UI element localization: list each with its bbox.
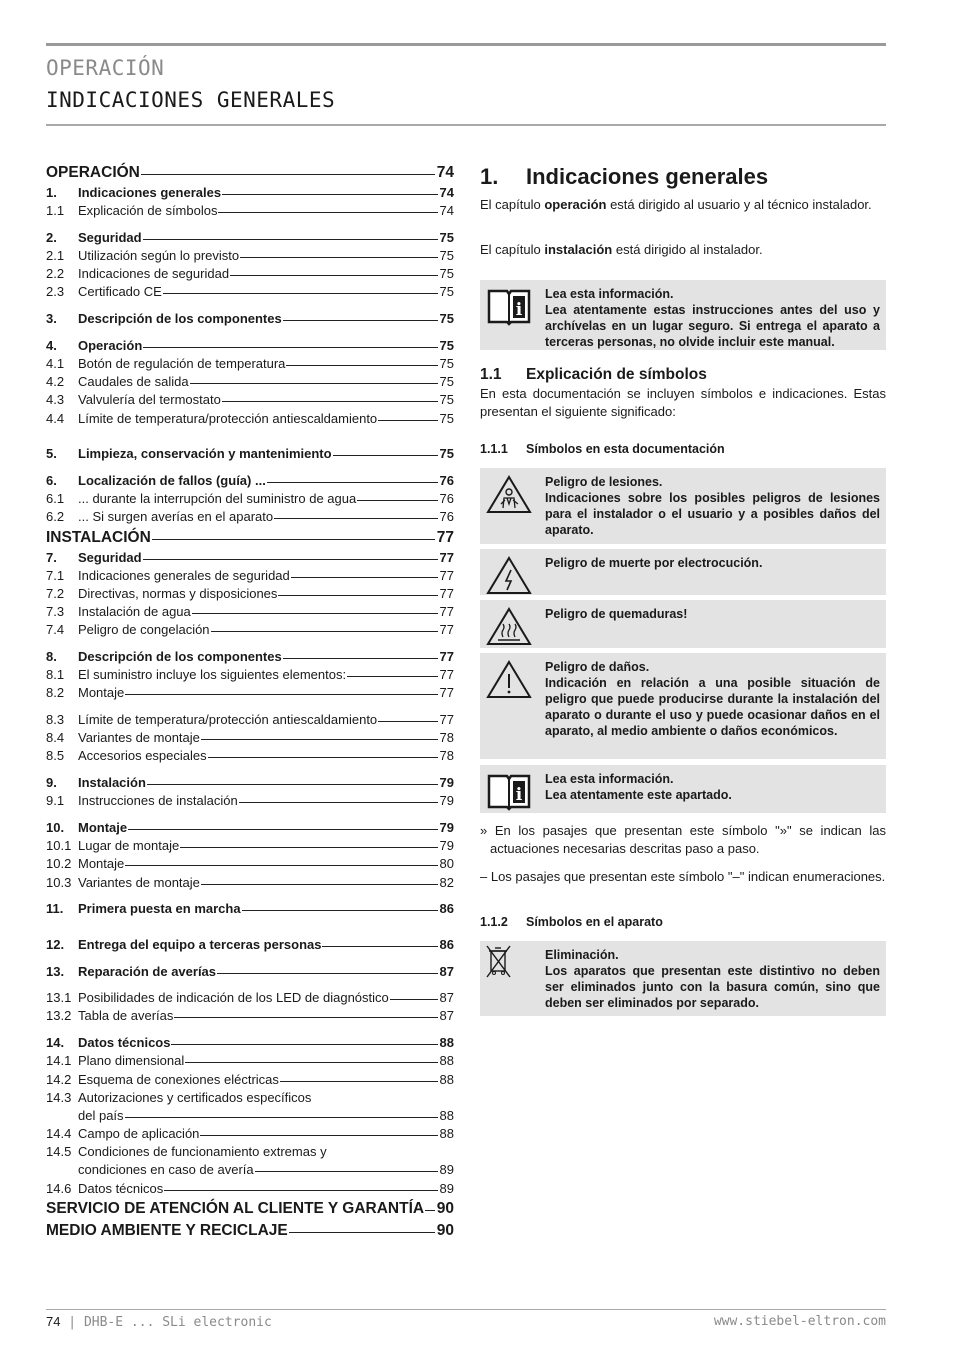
toc-entry[interactable] bbox=[46, 472, 454, 490]
toc-page: 77 bbox=[439, 622, 454, 638]
toc-entry[interactable] bbox=[46, 585, 454, 603]
toc-leader bbox=[200, 1135, 437, 1136]
hot-surface-icon bbox=[486, 606, 532, 646]
toc-page: 82 bbox=[439, 874, 454, 890]
toc-label: Explicación de símbolos bbox=[78, 203, 218, 219]
table-of-contents bbox=[46, 162, 454, 1242]
toc-number: 10.2 bbox=[46, 856, 72, 872]
toc-page: 87 bbox=[439, 963, 454, 979]
toc-label: Posibilidades de indicación de los LED de diagnóstico bbox=[78, 990, 389, 1006]
toc-entry[interactable] bbox=[46, 1007, 454, 1025]
toc-section[interactable] bbox=[46, 162, 454, 184]
toc-leader bbox=[152, 539, 435, 540]
toc-leader bbox=[143, 239, 438, 240]
toc-leader bbox=[128, 829, 437, 830]
toc-label: Instalación de agua bbox=[78, 604, 191, 620]
toc-entry[interactable] bbox=[46, 1034, 454, 1052]
toc-entry[interactable] bbox=[46, 490, 454, 508]
toc-number: 5. bbox=[46, 446, 57, 462]
toc-number: 9.1 bbox=[46, 793, 65, 809]
toc-page: 88 bbox=[439, 1126, 454, 1142]
warning-burn-box: Peligro de quemaduras! bbox=[480, 600, 886, 648]
toc-leader bbox=[390, 999, 438, 1000]
toc-entry[interactable] bbox=[46, 1143, 454, 1179]
toc-leader bbox=[291, 577, 438, 578]
toc-number: 11. bbox=[46, 901, 64, 917]
toc-leader bbox=[125, 694, 437, 695]
toc-number: 13.1 bbox=[46, 990, 72, 1006]
toc-number: 8.3 bbox=[46, 712, 65, 727]
manual-info-icon bbox=[486, 286, 532, 326]
toc-number: 4. bbox=[46, 337, 57, 353]
toc-page: 79 bbox=[439, 793, 454, 809]
model-name: DHB-E ... SLi electronic bbox=[83, 1315, 272, 1330]
toc-label: Primera puesta en marcha bbox=[78, 901, 241, 917]
page-title: INDICACIONES GENERALES bbox=[46, 88, 336, 112]
toc-page: 77 bbox=[439, 667, 454, 683]
toc-leader bbox=[378, 420, 437, 421]
toc-entry[interactable] bbox=[46, 837, 454, 855]
toc-leader bbox=[147, 784, 438, 785]
toc-leader bbox=[274, 518, 437, 519]
toc-number: 2.1 bbox=[46, 248, 65, 264]
toc-section[interactable] bbox=[46, 527, 454, 549]
toc-number: 4.4 bbox=[46, 410, 65, 426]
toc-entry[interactable] bbox=[46, 989, 454, 1007]
toc-entry[interactable] bbox=[46, 337, 454, 355]
toc-label: Variantes de montaje bbox=[78, 730, 200, 746]
toc-leader bbox=[125, 1117, 438, 1118]
toc-entry[interactable] bbox=[46, 445, 454, 463]
toc-entry[interactable] bbox=[46, 819, 454, 837]
toc-page: 77 bbox=[439, 549, 454, 565]
toc-leader bbox=[208, 757, 438, 758]
toc-label: Variantes de montaje bbox=[78, 874, 200, 890]
toc-page: 75 bbox=[439, 392, 454, 408]
toc-number: 4.3 bbox=[46, 392, 65, 408]
toc-label: Campo de aplicación bbox=[78, 1126, 200, 1142]
info-box: i Lea esta información. Lea atentamente estas instrucciones antes del uso y archívelas en un lugar seguro. Si entrega el aparato a terceras personas, no olvide incluir este manual. bbox=[480, 280, 886, 350]
toc-label: Seguridad bbox=[78, 549, 142, 565]
toc-entry[interactable] bbox=[46, 410, 454, 428]
toc-entry[interactable] bbox=[46, 283, 454, 301]
toc-number: 14.6 bbox=[46, 1180, 72, 1196]
toc-page: 75 bbox=[439, 248, 454, 264]
toc-number: 6.2 bbox=[46, 509, 65, 525]
toc-number: 1.1 bbox=[46, 203, 65, 219]
toc-entry[interactable] bbox=[46, 202, 454, 220]
toc-number: 2.2 bbox=[46, 266, 65, 282]
disposal-box: Eliminación. Los aparatos que presentan este distintivo no deben ser eliminados junto con la basura común, sino que deben ser eliminados por separado. bbox=[480, 941, 886, 1016]
section-heading: 1.1 Explicación de símbolos bbox=[480, 366, 707, 383]
toc-number: 13. bbox=[46, 963, 65, 979]
toc-label: Operación bbox=[78, 337, 143, 353]
toc-label: Peligro de congelación bbox=[78, 622, 210, 638]
toc-page: 75 bbox=[439, 229, 454, 245]
toc-page: 80 bbox=[439, 856, 454, 872]
toc-label: El suministro incluye los siguientes elementos: bbox=[78, 667, 347, 683]
subsection-heading: 1.1.1 Símbolos en esta documentación bbox=[480, 442, 725, 456]
toc-page: 77 bbox=[439, 648, 454, 664]
toc-page: 74 bbox=[439, 203, 454, 219]
exclamation-warning-icon bbox=[486, 659, 532, 699]
svg-text:i: i bbox=[515, 785, 523, 805]
toc-page: 77 bbox=[439, 685, 454, 701]
toc-label: Indicaciones de seguridad bbox=[78, 266, 230, 282]
toc-number: 10. bbox=[46, 819, 65, 835]
toc-label: INSTALACIÓN bbox=[46, 528, 151, 546]
toc-label: Montaje bbox=[78, 685, 125, 701]
toc-page: 76 bbox=[439, 472, 454, 488]
toc-leader bbox=[192, 613, 438, 614]
toc-number: 14.5 bbox=[46, 1144, 72, 1160]
toc-label: Datos técnicos bbox=[78, 1180, 164, 1196]
toc-page: 77 bbox=[439, 604, 454, 620]
toc-page: 89 bbox=[439, 1162, 454, 1178]
toc-entry[interactable] bbox=[46, 229, 454, 247]
toc-number: 7.2 bbox=[46, 585, 65, 601]
toc-label: Directivas, normas y disposiciones bbox=[78, 585, 278, 601]
toc-label: Datos técnicos bbox=[78, 1035, 171, 1051]
svg-text:i: i bbox=[515, 300, 523, 320]
toc-number: 10.1 bbox=[46, 838, 72, 854]
toc-page: 75 bbox=[439, 446, 454, 462]
toc-label: Descripción de los componentes bbox=[78, 311, 282, 327]
toc-label: Instrucciones de instalación bbox=[78, 793, 238, 809]
toc-label: Limpieza, conservación y mantenimiento bbox=[78, 446, 332, 462]
toc-label: SERVICIO DE ATENCIÓN AL CLIENTE Y GARANTÍA bbox=[46, 1199, 425, 1217]
toc-page: 74 bbox=[436, 164, 454, 181]
toc-label: Certificado CE bbox=[78, 284, 162, 300]
toc-entry[interactable] bbox=[46, 265, 454, 283]
toc-number: 1. bbox=[46, 185, 57, 200]
toc-leader bbox=[283, 658, 438, 659]
toc-entry[interactable] bbox=[46, 247, 454, 265]
toc-number: 2.3 bbox=[46, 284, 65, 300]
toc-number: 8.2 bbox=[46, 685, 65, 701]
toc-leader bbox=[333, 455, 438, 456]
toc-page: 88 bbox=[439, 1035, 454, 1051]
toc-entry[interactable] bbox=[46, 711, 454, 729]
toc-page: 74 bbox=[439, 185, 454, 200]
toc-page: 89 bbox=[439, 1180, 454, 1196]
toc-number: 14.3 bbox=[46, 1089, 72, 1105]
toc-leader bbox=[222, 194, 437, 195]
toc-number: 3. bbox=[46, 311, 57, 327]
toc-leader bbox=[278, 595, 437, 596]
toc-leader bbox=[201, 739, 438, 740]
toc-entry[interactable] bbox=[46, 549, 454, 567]
toc-number: 8.1 bbox=[46, 667, 65, 683]
toc-leader bbox=[286, 365, 437, 366]
toc-leader bbox=[125, 865, 437, 866]
toc-section[interactable] bbox=[46, 1198, 454, 1220]
toc-entry[interactable] bbox=[46, 792, 454, 810]
toc-page: 75 bbox=[439, 266, 454, 282]
toc-entry[interactable] bbox=[46, 900, 454, 918]
toc-leader bbox=[322, 946, 437, 947]
toc-label: ... Si surgen averías en el aparato bbox=[78, 509, 274, 525]
toc-label: Botón de regulación de temperatura bbox=[78, 356, 286, 371]
toc-page: 86 bbox=[439, 936, 454, 952]
toc-entry[interactable] bbox=[46, 963, 454, 981]
toc-number: 2. bbox=[46, 229, 57, 245]
toc-page: 75 bbox=[439, 311, 454, 327]
toc-entry[interactable] bbox=[46, 621, 454, 639]
toc-label: condiciones en caso de avería bbox=[78, 1162, 254, 1178]
toc-label: Caudales de salida bbox=[78, 374, 189, 390]
toc-label: Plano dimensional bbox=[78, 1053, 185, 1069]
toc-number: 14. bbox=[46, 1035, 65, 1051]
chapter-heading: 1. Indicaciones generales bbox=[480, 164, 769, 189]
toc-number: 7.4 bbox=[46, 622, 65, 638]
toc-number: 8.4 bbox=[46, 730, 65, 746]
install-paragraph: El capítulo instalación está dirigido al instalador. bbox=[480, 242, 763, 257]
toc-entry[interactable] bbox=[46, 1125, 454, 1143]
header-rule bbox=[46, 124, 886, 126]
toc-leader bbox=[190, 383, 438, 384]
subsection-heading-2: 1.1.2 Símbolos en el aparato bbox=[480, 915, 663, 929]
toc-page: 75 bbox=[439, 337, 454, 353]
toc-leader bbox=[239, 802, 438, 803]
toc-entry[interactable] bbox=[46, 874, 454, 892]
toc-entry[interactable] bbox=[46, 855, 454, 873]
toc-leader bbox=[289, 1232, 435, 1233]
toc-leader bbox=[283, 320, 438, 321]
toc-number: 14.4 bbox=[46, 1126, 72, 1142]
toc-label: Localización de fallos (guía) ... bbox=[78, 472, 266, 488]
toc-entry[interactable] bbox=[46, 567, 454, 585]
toc-leader bbox=[255, 1171, 438, 1172]
toc-label: Descripción de los componentes bbox=[78, 648, 282, 664]
toc-page: 88 bbox=[439, 1053, 454, 1069]
warning-electric-box: Peligro de muerte por electrocución. bbox=[480, 549, 886, 595]
toc-page: 88 bbox=[439, 1107, 454, 1123]
toc-leader bbox=[378, 721, 437, 722]
footer-url: www.stiebel-eltron.com bbox=[713, 1314, 886, 1329]
toc-label: Límite de temperatura/protección antiescaldamiento bbox=[78, 712, 378, 727]
toc-entry[interactable] bbox=[46, 1071, 454, 1089]
toc-number: 14.2 bbox=[46, 1071, 72, 1087]
warning-damage-box: Peligro de daños. Indicación en relación a una posible situación de peligro que puede producirse durante la instalación del aparato o durante el uso y puede ocasionar daños en el aparato, al medio ambiente o daños económicos. bbox=[480, 653, 886, 759]
toc-number: 8. bbox=[46, 648, 57, 664]
toc-entry[interactable] bbox=[46, 729, 454, 747]
toc-entry[interactable] bbox=[46, 1089, 454, 1125]
footer-left: 74 | DHB-E ... SLi electronic bbox=[46, 1314, 272, 1330]
toc-page: 78 bbox=[439, 748, 454, 764]
toc-page: 90 bbox=[436, 1221, 454, 1239]
toc-number: 7.3 bbox=[46, 604, 65, 620]
toc-page: 79 bbox=[439, 775, 454, 791]
toc-page: 87 bbox=[439, 1008, 454, 1024]
manual-info-icon bbox=[486, 771, 532, 811]
toc-page: 75 bbox=[439, 410, 454, 426]
toc-entry[interactable] bbox=[46, 1052, 454, 1070]
toc-entry[interactable] bbox=[46, 684, 454, 702]
toc-label: Montaje bbox=[78, 819, 128, 835]
toc-number: 13.2 bbox=[46, 1008, 72, 1024]
toc-number: 10.3 bbox=[46, 874, 72, 890]
toc-leader bbox=[141, 174, 435, 175]
bullet-enum: – Los pasajes que presentan este símbolo "–" indican enumeraciones. bbox=[480, 869, 886, 884]
toc-leader bbox=[211, 631, 438, 632]
toc-leader bbox=[163, 293, 438, 294]
toc-page: 76 bbox=[439, 491, 454, 507]
toc-page: 86 bbox=[439, 901, 454, 917]
warning-injury-box: Peligro de lesiones. Indicaciones sobre los posibles peligros de lesiones para el instalador o el usuario y a posibles daños del aparato. bbox=[480, 468, 886, 544]
toc-entry[interactable] bbox=[46, 184, 454, 202]
toc-entry[interactable] bbox=[46, 666, 454, 684]
toc-number: 8.5 bbox=[46, 748, 65, 764]
toc-page: 75 bbox=[439, 284, 454, 300]
toc-label: Tabla de averías bbox=[78, 1008, 174, 1024]
toc-leader bbox=[280, 1081, 438, 1082]
toc-page: 79 bbox=[439, 838, 454, 854]
toc-label: OPERACIÓN bbox=[46, 164, 140, 181]
toc-number: 4.2 bbox=[46, 374, 65, 390]
toc-leader bbox=[185, 1062, 437, 1063]
bullet-step: » En los pasajes que presentan este símbolo "»" se indican las actuaciones necesarias descritas paso a paso. bbox=[480, 823, 886, 856]
toc-leader bbox=[174, 1017, 437, 1018]
toc-leader bbox=[230, 275, 437, 276]
page-number: 74 bbox=[46, 1314, 61, 1329]
toc-page: 77 bbox=[439, 585, 454, 601]
toc-page: 77 bbox=[439, 567, 454, 583]
toc-label: Entrega del equipo a terceras personas bbox=[78, 936, 322, 952]
symbols-paragraph: En esta documentación se incluyen símbolos e indicaciones. Estas presentan el siguiente significado: bbox=[480, 386, 886, 419]
toc-label: Límite de temperatura/protección antiescaldamiento bbox=[78, 410, 378, 426]
toc-leader bbox=[218, 212, 437, 213]
toc-leader bbox=[357, 500, 437, 501]
top-rule bbox=[46, 43, 886, 46]
electric-shock-icon bbox=[486, 555, 532, 595]
toc-label: Reparación de averías bbox=[78, 963, 217, 979]
toc-label: Esquema de conexiones eléctricas bbox=[78, 1071, 279, 1087]
toc-label: Seguridad bbox=[78, 229, 142, 245]
toc-entry[interactable] bbox=[46, 603, 454, 621]
intro-paragraph: El capítulo operación está dirigido al usuario y al técnico instalador. bbox=[480, 197, 872, 212]
toc-label: MEDIO AMBIENTE Y RECICLAJE bbox=[46, 1221, 288, 1239]
toc-leader bbox=[143, 347, 437, 348]
toc-number: 14.1 bbox=[46, 1053, 72, 1069]
header-section: OPERACIÓN bbox=[46, 56, 165, 80]
toc-label: Montaje bbox=[78, 856, 125, 872]
toc-leader bbox=[347, 676, 437, 677]
toc-leader bbox=[242, 910, 438, 911]
toc-page: 90 bbox=[436, 1199, 454, 1217]
toc-entry[interactable] bbox=[46, 508, 454, 526]
toc-entry[interactable] bbox=[46, 310, 454, 328]
toc-page: 77 bbox=[439, 712, 454, 727]
toc-label: Autorizaciones y certificados específicos bbox=[78, 1089, 312, 1105]
toc-leader bbox=[425, 1210, 435, 1211]
toc-entry[interactable] bbox=[46, 355, 454, 373]
toc-number: 6.1 bbox=[46, 491, 65, 507]
toc-leader bbox=[267, 482, 438, 483]
injury-warning-icon bbox=[486, 474, 532, 514]
toc-entry[interactable] bbox=[46, 774, 454, 792]
toc-leader bbox=[180, 847, 437, 848]
toc-entry[interactable] bbox=[46, 648, 454, 666]
toc-page: 87 bbox=[439, 990, 454, 1006]
toc-number: 6. bbox=[46, 472, 57, 488]
toc-label: Instalación bbox=[78, 775, 146, 791]
toc-entry[interactable] bbox=[46, 373, 454, 391]
toc-leader bbox=[201, 884, 438, 885]
toc-leader bbox=[171, 1044, 437, 1045]
toc-label: Indicaciones generales de seguridad bbox=[78, 567, 290, 583]
footer-rule bbox=[46, 1309, 886, 1310]
toc-page: 75 bbox=[439, 356, 454, 371]
toc-leader bbox=[217, 973, 438, 974]
toc-number: 7. bbox=[46, 549, 57, 565]
toc-entry[interactable] bbox=[46, 391, 454, 409]
toc-label: Utilización según lo previsto bbox=[78, 248, 240, 264]
toc-label: ... durante la interrupción del suministro de agua bbox=[78, 491, 357, 507]
toc-entry[interactable] bbox=[46, 747, 454, 765]
toc-leader bbox=[164, 1190, 437, 1191]
toc-page: 78 bbox=[439, 730, 454, 746]
crossed-bin-icon bbox=[482, 943, 528, 983]
toc-section[interactable] bbox=[46, 1220, 454, 1242]
toc-label: Valvulería del termostato bbox=[78, 392, 221, 408]
toc-label: Condiciones de funcionamiento extremas y bbox=[78, 1144, 327, 1160]
toc-entry[interactable] bbox=[46, 1180, 454, 1198]
toc-page: 76 bbox=[439, 509, 454, 525]
toc-page: 79 bbox=[439, 819, 454, 835]
toc-label: Lugar de montaje bbox=[78, 838, 180, 854]
toc-leader bbox=[143, 559, 438, 560]
toc-page: 75 bbox=[439, 374, 454, 390]
toc-number: 12. bbox=[46, 936, 65, 952]
toc-leader bbox=[222, 401, 438, 402]
toc-number: 7.1 bbox=[46, 567, 65, 583]
toc-entry[interactable] bbox=[46, 936, 454, 954]
toc-number: 9. bbox=[46, 775, 57, 791]
toc-leader bbox=[240, 257, 437, 258]
toc-number: 4.1 bbox=[46, 356, 65, 371]
toc-label: Accesorios especiales bbox=[78, 748, 207, 764]
info-box-2: i Lea esta información. Lea atentamente este apartado. bbox=[480, 765, 886, 813]
toc-page: 88 bbox=[439, 1071, 454, 1087]
toc-label: del país bbox=[78, 1107, 124, 1123]
toc-label: Indicaciones generales bbox=[78, 185, 222, 200]
toc-page: 77 bbox=[436, 528, 454, 546]
